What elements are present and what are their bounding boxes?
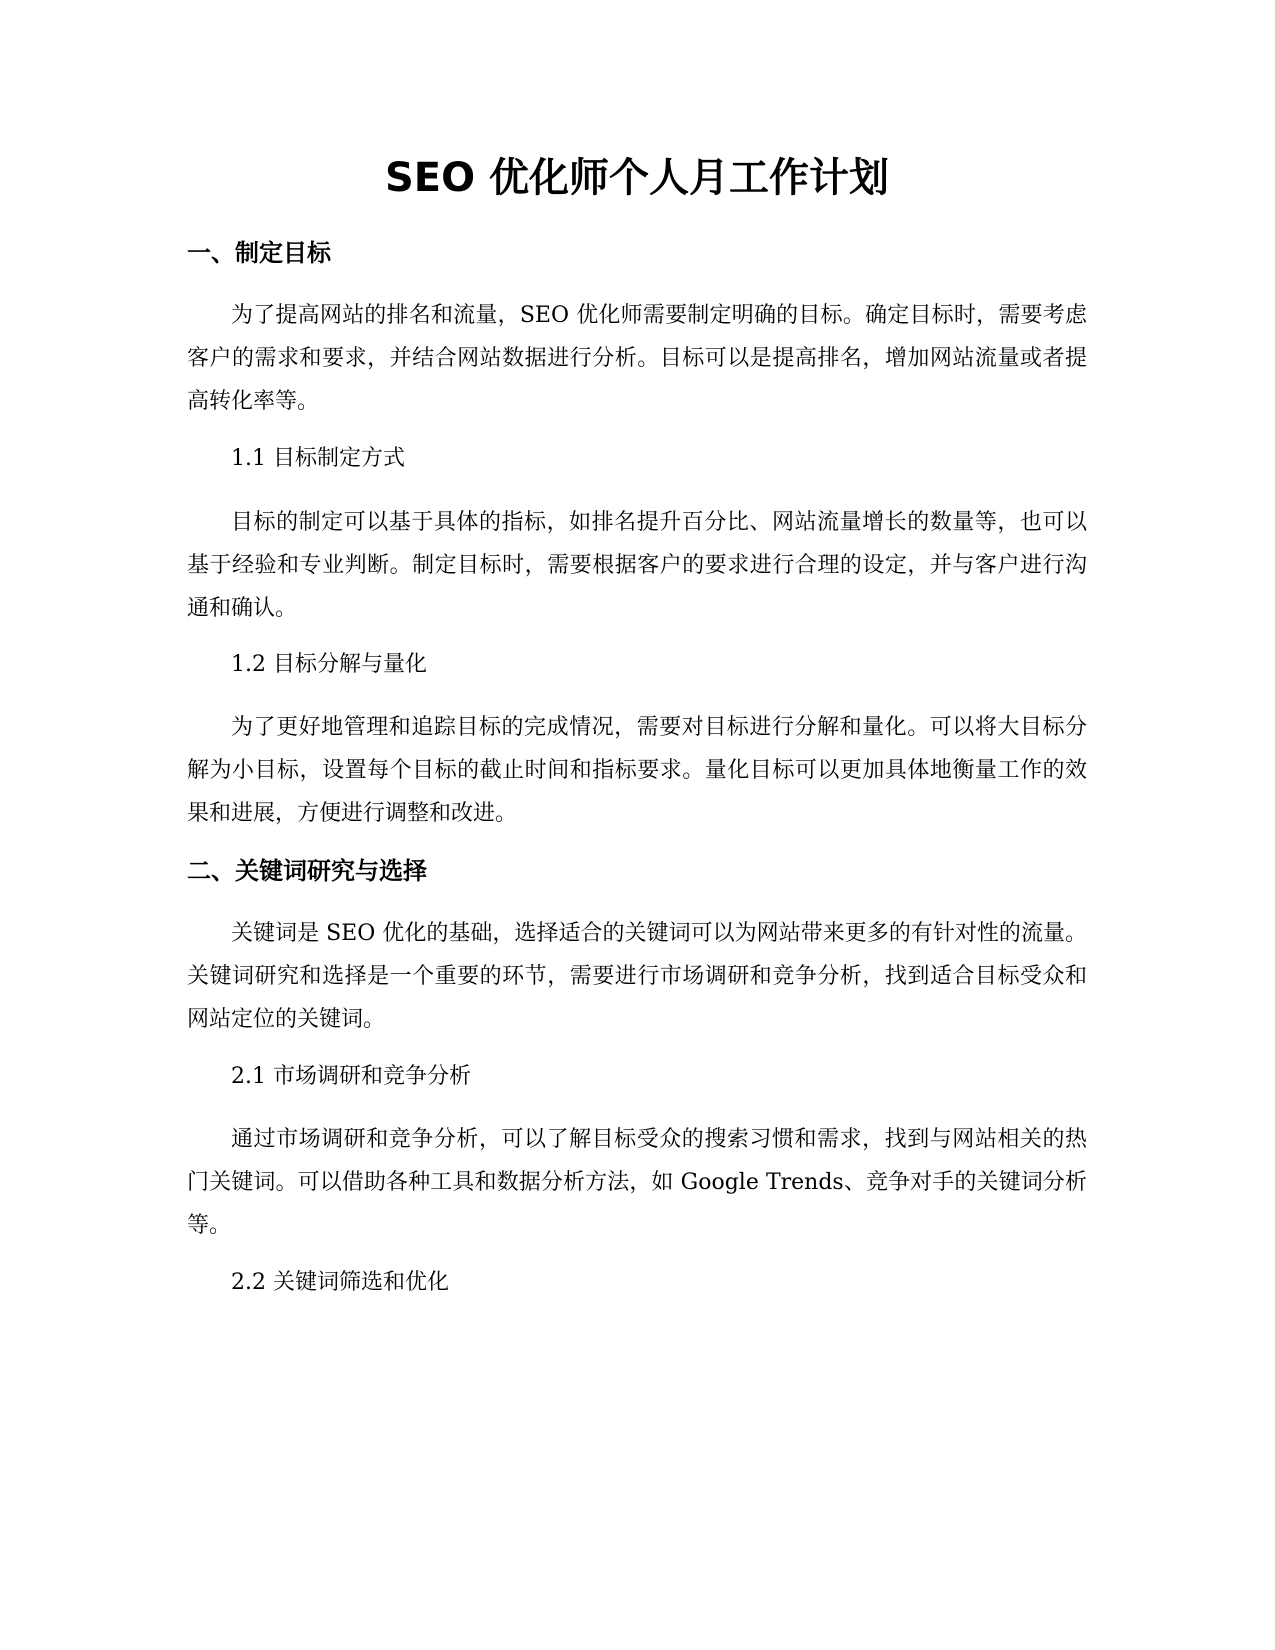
subsection-heading-2-1: 2.1 市场调研和竞争分析 [231, 1064, 471, 1089]
subsection-body-1-1: 目标的制定可以基于具体的指标，如排名提升百分比、网站流量增长的数量等，也可以基于经验和专业判断。制定目标时，需要根据客户的要求进行合理的设定，并与客户进行沟通和确认。 [187, 510, 1087, 621]
document-title: SEO 优化师个人月工作计划 [384, 155, 890, 201]
subsection-body-2-1: 通过市场调研和竞争分析，可以了解目标受众的搜索习惯和需求，找到与网站相关的热门关键词。可以借助各种工具和数据分析方法，如 Google Trends、竞争对手的关键词分析等。 [187, 1127, 1087, 1238]
section-intro-keywords: 关键词是 SEO 优化的基础，选择适合的关键词可以为网站带来更多的有针对性的流量。关键词研究和选择是一个重要的环节，需要进行市场调研和竞争分析，找到适合目标受众和网站定位的关键词。 [187, 921, 1087, 1032]
subsection-body-1-2: 为了更好地管理和追踪目标的完成情况，需要对目标进行分解和量化。可以将大目标分解为小目标，设置每个目标的截止时间和指标要求。量化目标可以更加具体地衡量工作的效果和进展，方便进行调整和改进。 [187, 715, 1087, 826]
subsection-heading-1-2: 1.2 目标分解与量化 [231, 652, 427, 677]
subsection-heading-1-1: 1.1 目标制定方式 [231, 446, 405, 471]
section-heading-keywords: 二、关键词研究与选择 [187, 857, 427, 885]
section-heading-goals: 一、制定目标 [187, 239, 331, 267]
section-intro-goals: 为了提高网站的排名和流量，SEO 优化师需要制定明确的目标。确定目标时，需要考虑客户的需求和要求，并结合网站数据进行分析。目标可以是提高排名，增加网站流量或者提高转化率等。 [187, 303, 1087, 414]
subsection-heading-2-2: 2.2 关键词筛选和优化 [231, 1270, 449, 1295]
